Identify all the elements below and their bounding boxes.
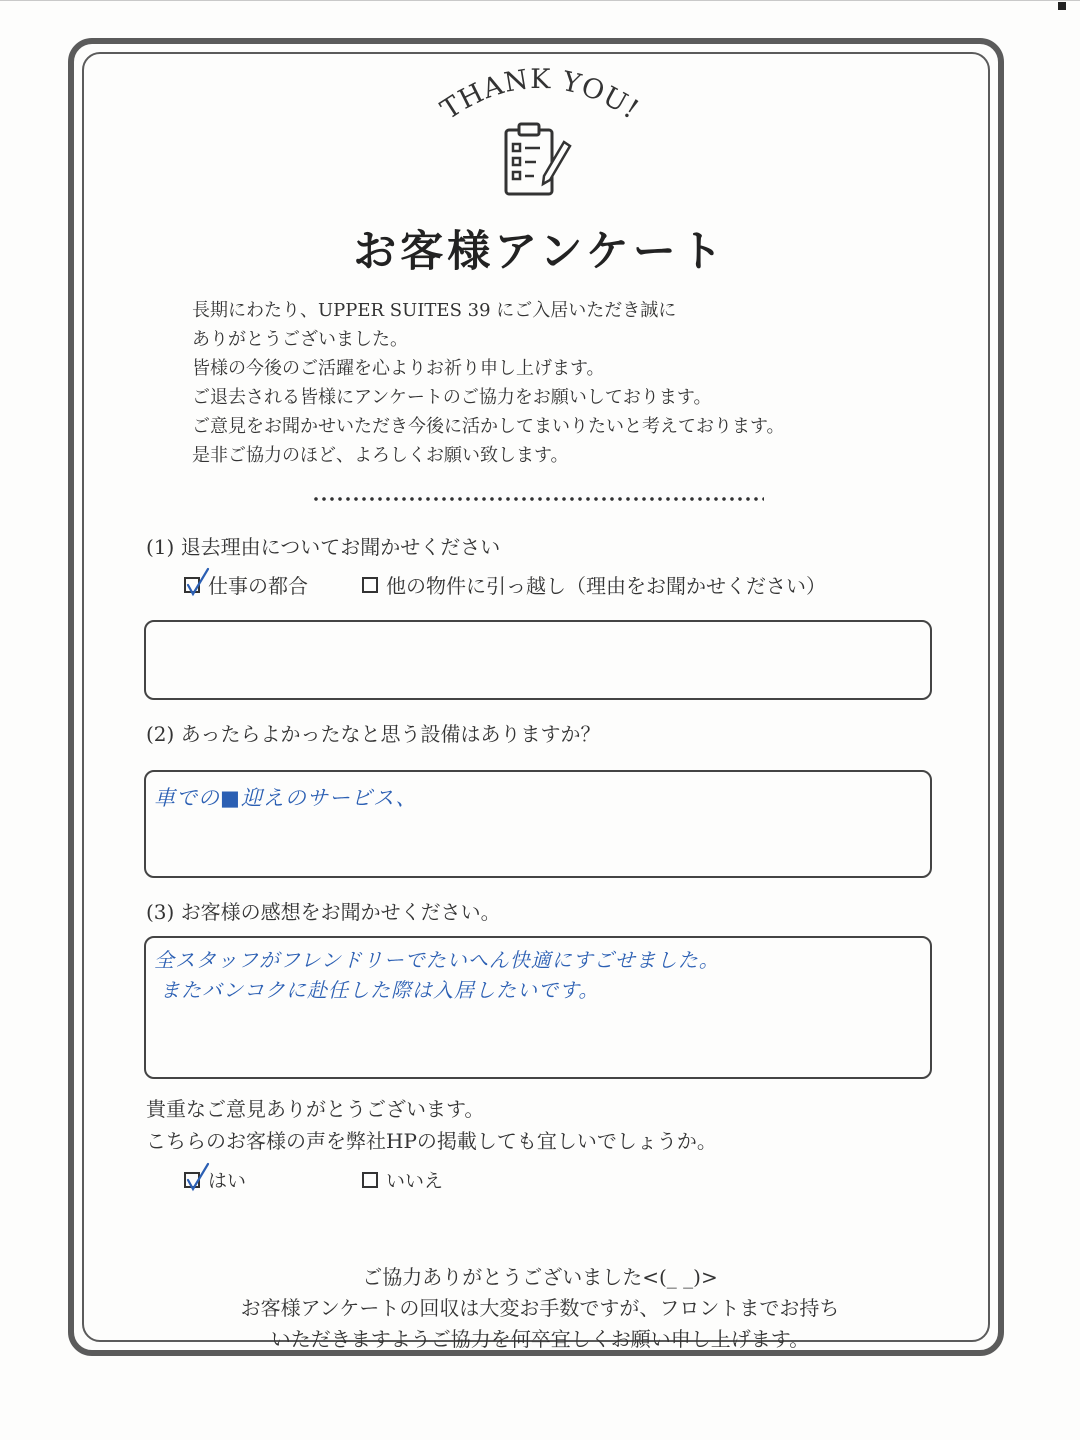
intro-line: 皆様の今後のご活躍を心よりお祈り申し上げます。 xyxy=(192,358,605,379)
q1-option-moving[interactable] xyxy=(362,570,826,599)
intro-line: ご退去される皆様にアンケートのご協力をお願いしております。 xyxy=(192,387,712,408)
checkbox-unchecked[interactable] xyxy=(362,577,378,593)
q3-answer-box[interactable] xyxy=(144,936,932,1079)
q2-answer-box[interactable] xyxy=(144,770,932,878)
clipboard-checklist-icon xyxy=(500,120,576,200)
scan-edge xyxy=(0,0,1080,1)
footer-text xyxy=(0,1262,1080,1355)
page-title: お客様アンケート xyxy=(353,227,727,277)
checkbox-unchecked[interactable] xyxy=(362,1172,378,1188)
intro-line: 是非ご協力のほど、よろしくお願い致します。 xyxy=(192,445,569,466)
svg-text:THANK YOU! xyxy=(436,64,645,126)
q3-answer-line: またバンコクに赴任した際は入居したいです。 xyxy=(160,978,600,1002)
dotted-divider xyxy=(312,496,764,502)
footer-line: お客様アンケートの回収は大変お手数ですが、フロントまでお持ち xyxy=(240,1296,840,1320)
option-label: 仕事の都合 xyxy=(208,574,308,598)
checkmark-icon xyxy=(184,567,212,597)
checkbox-checked[interactable] xyxy=(184,1172,200,1188)
intro-line: ご意見をお聞かせいただき今後に活かしてまいりたいと考えております。 xyxy=(192,416,785,437)
checkbox-checked[interactable] xyxy=(184,577,200,593)
thank-you-text: THANK YOU! xyxy=(435,63,645,126)
intro-line: 長期にわたり、UPPER SUITES 39 にご入居いただき誠に xyxy=(192,300,677,321)
q1-option-work[interactable] xyxy=(184,570,308,599)
consent-text xyxy=(146,1093,717,1157)
footer-line: いただきますようご協力を何卒宜しくお願い申し上げます。 xyxy=(270,1327,810,1351)
option-label: はい xyxy=(208,1170,247,1192)
intro-text xyxy=(192,296,892,470)
footer-line: ご協力ありがとうございました<(_ _)> xyxy=(362,1265,718,1289)
consent-question: こちらのお客様の声を弊社HPの掲載しても宜しいでしょうか。 xyxy=(146,1129,717,1153)
question-1-heading: (1) 退去理由についてお聞かせください xyxy=(146,535,501,559)
consent-option-yes[interactable] xyxy=(184,1166,246,1193)
consent-line: 貴重なご意見ありがとうございます。 xyxy=(146,1097,485,1121)
option-label: 他の物件に引っ越し（理由をお聞かせください） xyxy=(386,574,826,598)
scan-registration-mark xyxy=(1058,2,1066,10)
intro-line: ありがとうございました。 xyxy=(192,329,408,350)
question-2-heading: (2) あったらよかったなと思う設備はありますか？ xyxy=(146,722,601,746)
q1-answer-box[interactable] xyxy=(144,620,932,700)
q2-answer: 車での■迎えのサービス、 xyxy=(154,786,418,810)
q3-answer-line: 全スタッフがフレンドリーでたいへん快適にすごせました。 xyxy=(154,948,720,972)
checkmark-icon xyxy=(184,1162,212,1192)
option-label: いいえ xyxy=(386,1170,444,1192)
consent-option-no[interactable] xyxy=(362,1166,443,1193)
question-3-heading: (3) お客様の感想をお聞かせください。 xyxy=(146,900,501,924)
